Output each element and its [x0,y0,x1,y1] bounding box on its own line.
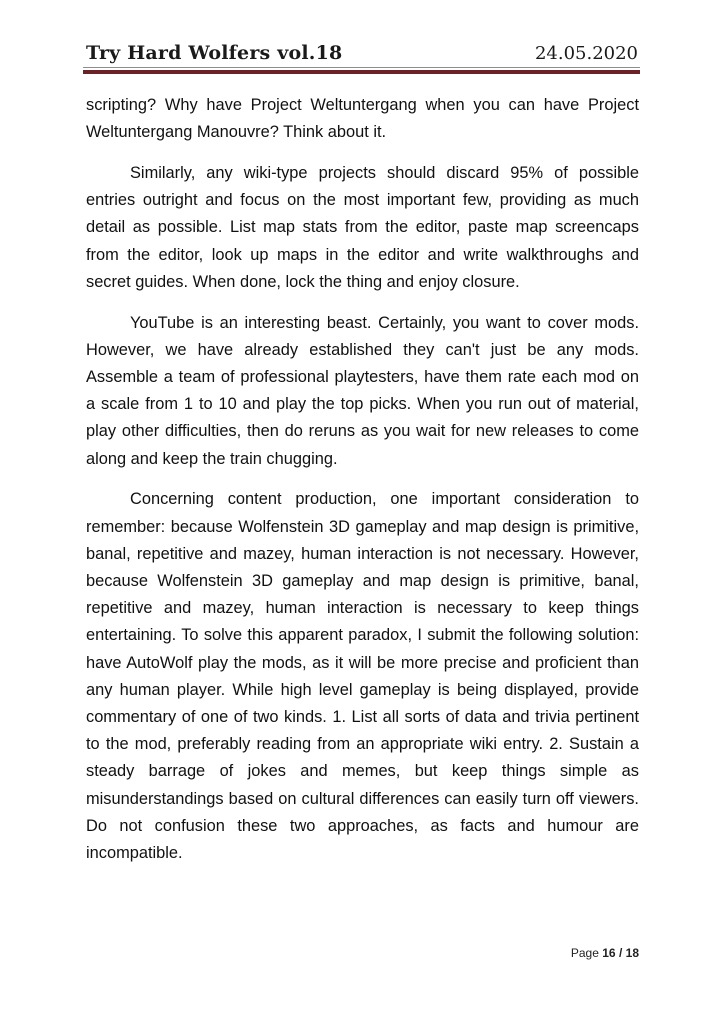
document-title: Try Hard Wolfers vol.18 [86,42,343,64]
paragraph-youtube: YouTube is an interesting beast. Certainly, you want to cover mods. However, we have already established they can't just be any mods. Assemble a team of professional playtesters, have them rate each mod on a scale from 1 to 10 and play the top picks. When you run out of material, play other difficulties, then do reruns as you wait for new releases to come along and keep the train chugging. [86,313,639,468]
header-divider [83,67,640,75]
paragraph-content-production: Concerning content production, one important consideration to remember: because Wolfenstein 3D gameplay and map design is primitive, banal, repetitive and mazey, human interaction is not necessary. However, because Wolfenstein 3D gameplay and map design is primitive, banal, repetitive and mazey, human interaction is necessary to keep things entertaining. To solve this apparent paradox, I submit the following solution: have AutoWolf play the mods, as it will be more precise and proficient than any human player. While high level gameplay is being displayed, provide commentary of one of two kinds. 1. List all sorts of data and trivia pertinent to the mod, preferably reading from an appropriate wiki entry. 2. Sustain a steady barrage of jokes and memes, but keep things simple as misunderstandings based on cultural differences can easily turn off viewers. Do not confusion these two approaches, as facts and humour are incompatible. [86,490,639,863]
body-text [86,92,639,881]
header-divider-thick-line [83,70,640,74]
header-divider-thin-line [83,67,640,68]
page-separator: / [618,946,623,960]
paragraph-wiki-projects: Similarly, any wiki-type projects should discard 95% of possible entries outright and focus on the most important few, providing as much detail as possible. List map stats from the editor, paste map screencaps from the editor, look up maps in the editor and write walkthroughs and secret guides. When done, lock the thing and enjoy closure. [86,164,639,291]
total-pages: 18 [625,946,639,960]
paragraph-continued: scripting? Why have Project Weltuntergang when you can have Project Weltuntergang Manouvre? Think about it. [86,96,639,142]
page-label: Page [570,946,599,960]
document-date: 24.05.2020 [534,43,638,64]
page-number [571,946,639,960]
current-page: 16 [602,946,616,960]
page-header [84,38,640,66]
